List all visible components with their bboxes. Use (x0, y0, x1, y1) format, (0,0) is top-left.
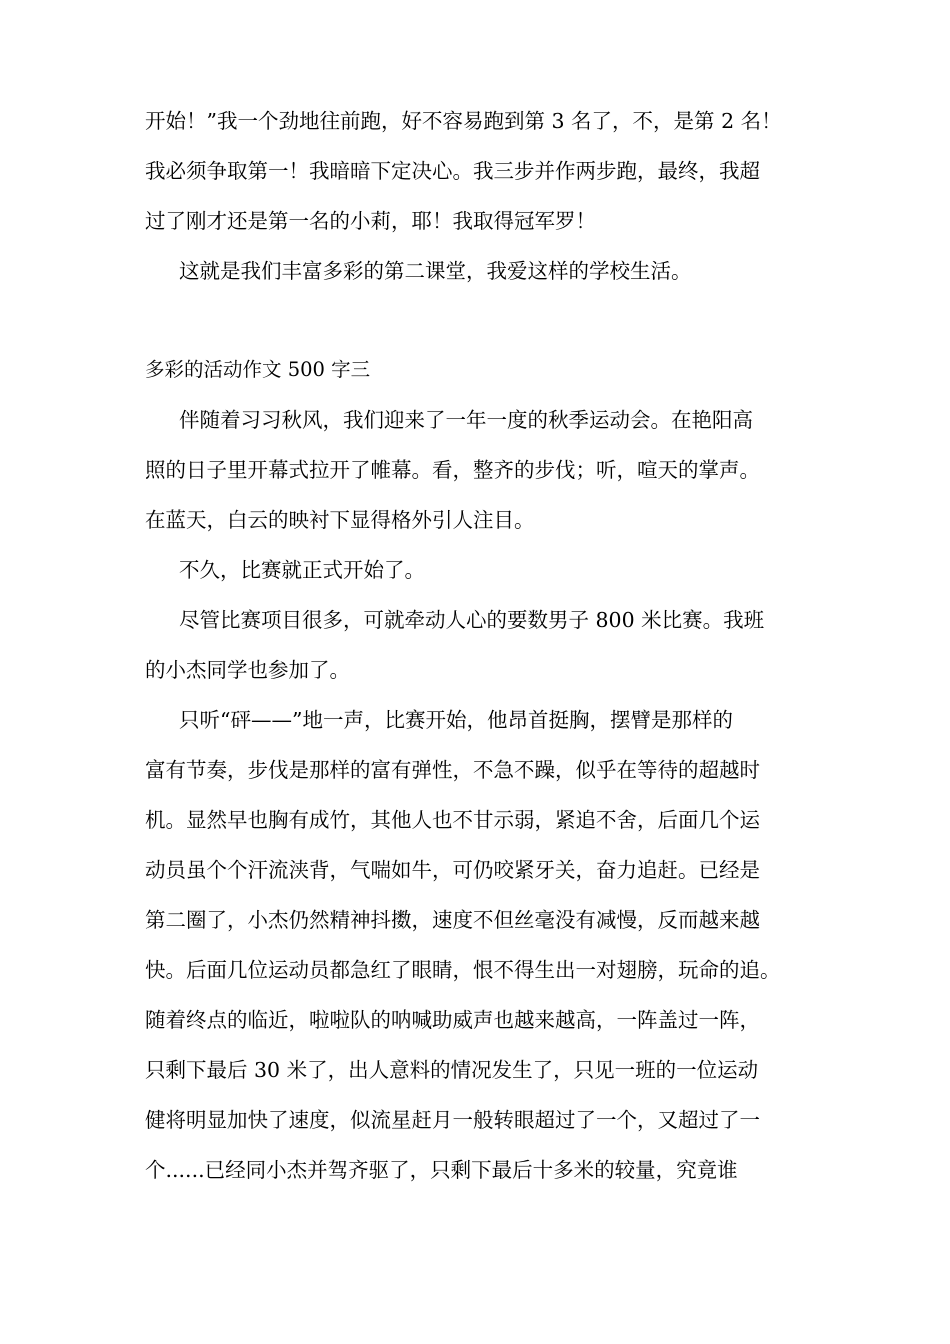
text-line: 的小杰同学也参加了。 (145, 658, 350, 682)
text-line: 个......已经同小杰并驾齐驱了，只剩下最后十多米的较量，究竟谁 (145, 1158, 738, 1182)
text-line: 我必须争取第一！我暗暗下定决心。我三步并作两步跑，最终，我超 (145, 159, 760, 183)
text-line: 照的日子里开幕式拉开了帷幕。看，整齐的步伐；听，喧天的掌声。 (145, 458, 760, 482)
text-line: 只听“砰——”地一声，比赛开始，他昂首挺胸，摆臂是那样的 (179, 708, 733, 732)
section-heading: 多彩的活动作文 500 字三 (145, 358, 371, 381)
text-line: 过了刚才还是第一名的小莉，耶！我取得冠军罗！ (145, 209, 596, 233)
text-line: 动员虽个个汗流浃背，气喘如牛，可仍咬紧牙关，奋力追赶。已经是 (145, 858, 760, 882)
closing-paragraph: 这就是我们丰富多彩的第二课堂，我爱这样的学校生活。 (179, 259, 692, 283)
text-line: 不久，比赛就正式开始了。 (179, 558, 425, 582)
text-line: 随着终点的临近，啦啦队的呐喊助威声也越来越高，一阵盖过一阵， (145, 1008, 760, 1032)
text-line: 只剩下最后 30 米了，出人意料的情况发生了，只见一班的一位运动 (145, 1058, 759, 1082)
text-line: 开始！”我一个劲地往前跑，好不容易跑到第 3 名了，不，是第 2 名！ (145, 109, 782, 133)
text-line: 在蓝天，白云的映衬下显得格外引人注目。 (145, 508, 535, 532)
text-line: 快。后面几位运动员都急红了眼睛，恨不得生出一对翅膀，玩命的追。 (145, 958, 781, 982)
text-line: 尽管比赛项目很多，可就牵动人心的要数男子 800 米比赛。我班 (179, 608, 765, 632)
text-line: 机。显然早也胸有成竹，其他人也不甘示弱，紧追不舍，后面几个运 (145, 808, 760, 832)
text-line: 第二圈了，小杰仍然精神抖擞，速度不但丝毫没有减慢，反而越来越 (145, 908, 760, 932)
text-line: 健将明显加快了速度，似流星赶月一般转眼超过了一个，又超过了一 (145, 1108, 760, 1132)
text-line: 伴随着习习秋风，我们迎来了一年一度的秋季运动会。在艳阳高 (179, 408, 753, 432)
text-line: 富有节奏，步伐是那样的富有弹性，不急不躁，似乎在等待的超越时 (145, 758, 760, 782)
